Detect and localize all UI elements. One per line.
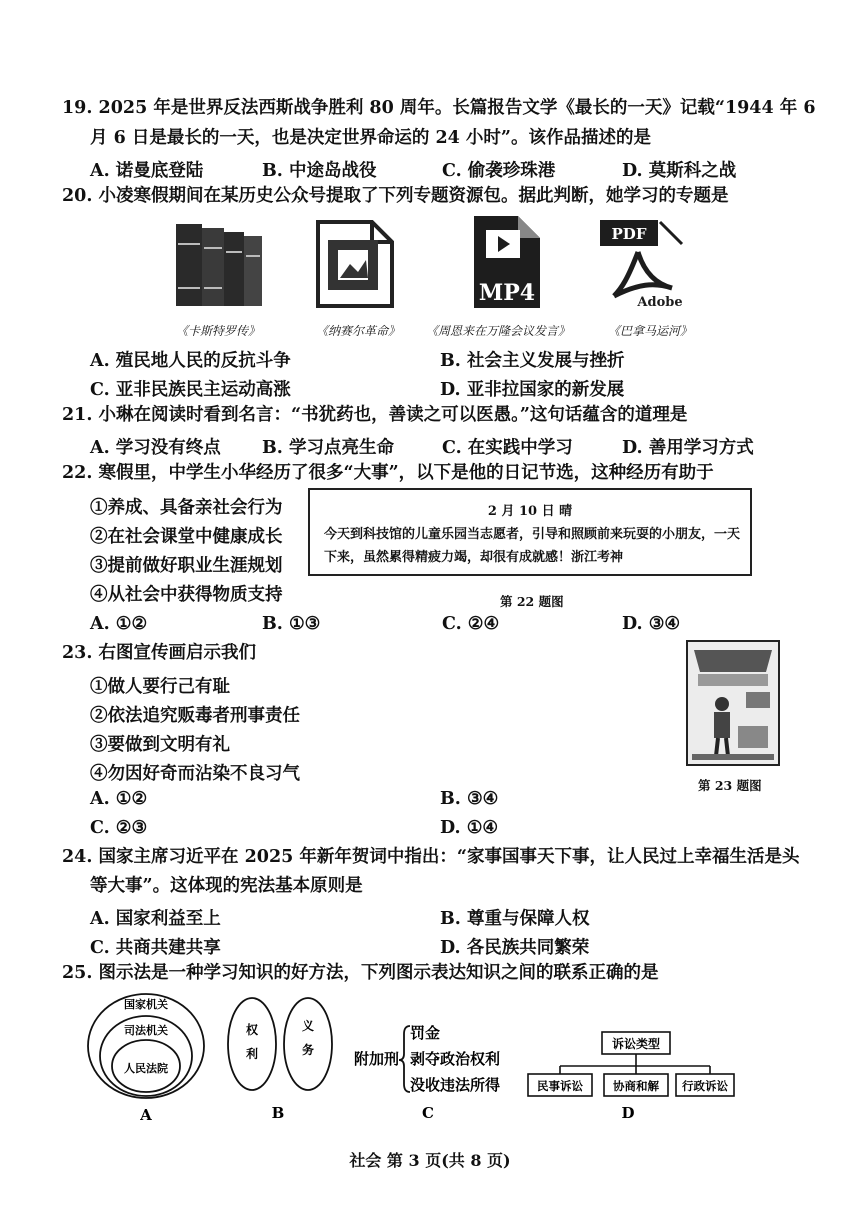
diagram-d-root: 诉讼类型 <box>611 1037 661 1051</box>
q23-item-3: ③要做到文明有礼 <box>90 735 230 755</box>
q22-option-a: A. ①② <box>90 614 148 634</box>
q20-caption-3: 《周恩来在万隆会议发言》 <box>426 324 571 338</box>
q25-stem-line1: 25. 图示法是一种学习知识的好方法，下列图示表达知识之间的联系正确的是 <box>62 963 659 983</box>
diagram-c-head: 附加刑 <box>354 1050 400 1068</box>
image-file-icon <box>312 218 398 310</box>
diagram-b-right-char-2: 务 <box>301 1043 315 1057</box>
q19-stem-line1: 19. 2025 年是世界反法西斯战争胜利 80 周年。长篇报告文学《最长的一天》记载“1944 年 6 <box>62 98 816 118</box>
diagram-a-middle-label: 司法机关 <box>124 1024 168 1037</box>
q23-figure-caption: 第 23 题图 <box>698 778 762 793</box>
diagram-b-left-char-1: 权 <box>245 1023 259 1037</box>
q22-option-d: D. ③④ <box>622 614 681 634</box>
q24-option-c: C. 共商共建共享 <box>90 938 221 958</box>
q22-item-4: ④从社会中获得物质支持 <box>90 585 283 605</box>
diagram-a-letter: A <box>140 1106 152 1124</box>
page-footer: 社会 第 3 页(共 8 页) <box>349 1151 511 1170</box>
q24-option-b: B. 尊重与保障人权 <box>440 909 590 929</box>
q22-option-c: C. ②④ <box>442 614 500 634</box>
mp4-label: MP4 <box>478 280 536 306</box>
q22-stem-line1: 22. 寒假里，中学生小华经历了很多“大事”，以下是他的日记节选，这种经历有助于 <box>62 463 714 483</box>
q24-option-a: A. 国家利益至上 <box>90 909 221 929</box>
q23-item-2: ②依法追究贩毒者刑事责任 <box>90 706 300 726</box>
q24-option-d: D. 各民族共同繁荣 <box>440 938 590 958</box>
diagram-c-brace-list <box>348 1018 508 1130</box>
q20-option-d: D. 亚非拉国家的新发展 <box>440 380 625 400</box>
diary-excerpt-box <box>308 488 752 576</box>
q23-option-c: C. ②③ <box>90 818 148 838</box>
diagram-c-item-2: 剥夺政治权利 <box>410 1050 501 1068</box>
q23-item-4: ④勿因好奇而沾染不良习气 <box>90 764 300 784</box>
q20-caption-4: 《巴拿马运河》 <box>608 324 693 338</box>
diagram-d-child-2: 协商和解 <box>613 1079 659 1093</box>
q19-option-a: A. 诺曼底登陆 <box>90 161 204 181</box>
diagram-d-tree <box>526 1028 738 1130</box>
pdf-file-icon <box>598 218 694 310</box>
poster-illustration-icon <box>688 642 778 764</box>
q21-option-c: C. 在实践中学习 <box>442 438 573 458</box>
q19-stem-line2: 月 6 日是最长的一天，也是决定世界命运的 24 小时”。该作品描述的是 <box>90 128 651 148</box>
diagram-c-item-3: 没收违法所得 <box>410 1076 501 1094</box>
q23-stem-line1: 23. 右图宣传画启示我们 <box>62 643 257 663</box>
mp4-file-icon <box>472 214 542 310</box>
q21-option-b: B. 学习点亮生命 <box>262 438 394 458</box>
q21-option-a: A. 学习没有终点 <box>90 438 221 458</box>
q22-item-2: ②在社会课堂中健康成长 <box>90 527 283 547</box>
diagram-c-item-1: 罚金 <box>410 1024 441 1042</box>
q24-stem-line1: 24. 国家主席习近平在 2025 年新年贺词中指出：“家事国事天下事，让人民过上幸福生活是头 <box>62 847 800 867</box>
pdf-label: PDF <box>611 225 647 243</box>
q22-option-b: B. ①③ <box>262 614 321 634</box>
diagram-a-nested-sets <box>84 990 214 1130</box>
q22-item-1: ①养成、具备亲社会行为 <box>90 498 283 518</box>
diagram-c-letter: C <box>422 1104 434 1122</box>
q20-option-b: B. 社会主义发展与挫折 <box>440 351 625 371</box>
diagram-b-left-char-2: 利 <box>245 1047 259 1061</box>
q20-caption-1: 《卡斯特罗传》 <box>176 324 261 338</box>
q20-stem-line1: 20. 小凌寒假期间在某历史公众号提取了下列专题资源包。据此判断，她学习的专题是 <box>62 186 729 206</box>
q19-option-d: D. 莫斯科之战 <box>622 161 737 181</box>
q19-option-c: C. 偷袭珍珠港 <box>442 161 556 181</box>
diary-text: 今天到科技馆的儿童乐园当志愿者，引导和照顾前来玩耍的小朋友，一天下来，虽然累得精疲力竭，却很有成就感！浙江考神 <box>324 527 741 565</box>
diagram-d-letter: D <box>621 1104 635 1122</box>
q20-option-a: A. 殖民地人民的反抗斗争 <box>90 351 291 371</box>
diagram-d-child-1: 民事诉讼 <box>537 1079 583 1093</box>
q23-item-1: ①做人要行己有耻 <box>90 677 230 697</box>
books-icon <box>172 218 268 310</box>
q20-option-c: C. 亚非民族民主运动高涨 <box>90 380 291 400</box>
diagram-b-right-char-1: 义 <box>301 1019 315 1033</box>
diagram-a-outer-label: 国家机关 <box>124 998 168 1011</box>
q23-option-d: D. ①④ <box>440 818 499 838</box>
diagram-d-child-3: 行政诉讼 <box>682 1079 728 1093</box>
adobe-label: Adobe <box>637 295 683 310</box>
q24-stem-line2: 等大事”。这体现的宪法基本原则是 <box>90 876 363 896</box>
diagram-b-letter: B <box>271 1104 285 1122</box>
q22-item-3: ③提前做好职业生涯规划 <box>90 556 283 576</box>
q21-stem-line1: 21. 小琳在阅读时看到名言：“书犹药也，善读之可以医愚。”这句话蕴含的道理是 <box>62 405 688 425</box>
q23-option-a: A. ①② <box>90 789 148 809</box>
anti-drug-poster-image <box>686 640 780 766</box>
q22-figure-caption: 第 22 题图 <box>500 594 564 609</box>
diagram-a-inner-label: 人民法院 <box>124 1062 168 1075</box>
q23-option-b: B. ③④ <box>440 789 499 809</box>
q21-option-d: D. 善用学习方式 <box>622 438 754 458</box>
diary-date: 2 月 10 日 晴 <box>487 504 573 519</box>
diagram-b-two-sets <box>222 994 340 1130</box>
q20-caption-2: 《纳赛尔革命》 <box>316 324 401 338</box>
q19-option-b: B. 中途岛战役 <box>262 161 377 181</box>
